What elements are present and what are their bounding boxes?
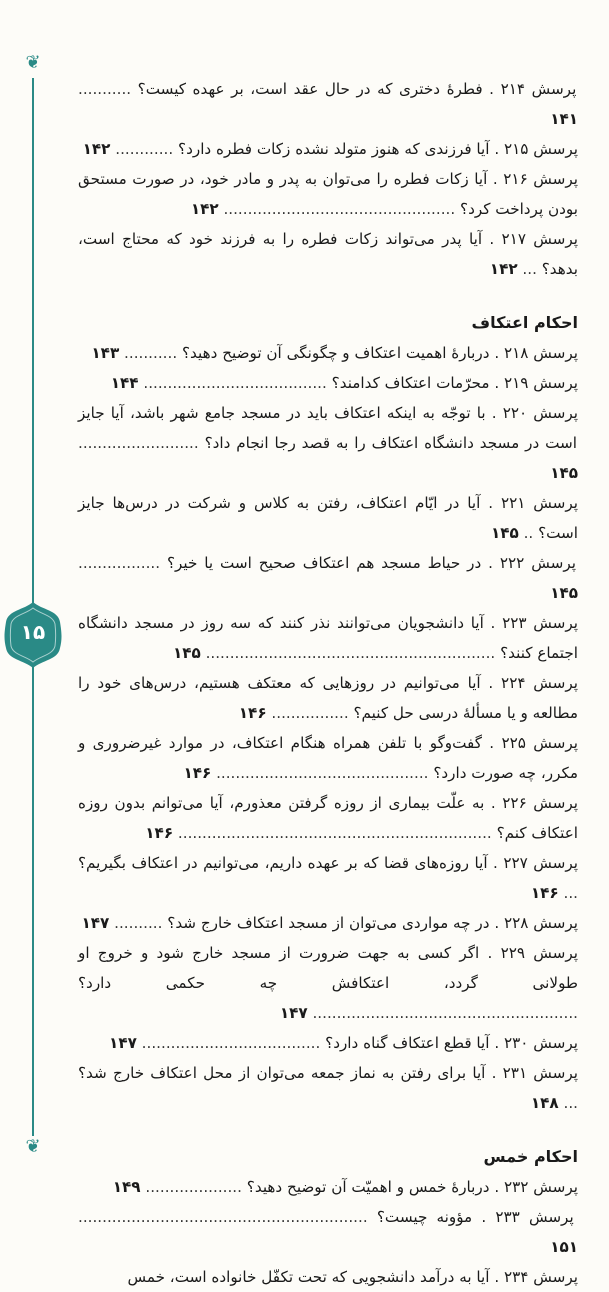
page-ref: ۱۴۹	[112, 1178, 141, 1196]
page-ref: ۱۴۷	[81, 914, 110, 932]
leader-dots: ....................	[140, 1178, 242, 1196]
toc-entry	[78, 398, 578, 488]
toc-entry	[78, 368, 578, 398]
leader-dots: ..........	[109, 914, 163, 932]
question-text: پرسش ۲۲۶ . به علّت بیماری از روزه گرفتن معذورم، آیا می‌توانم بدون روزه اعتکاف کنم؟	[78, 794, 578, 842]
page-ref: ۱۴۳	[91, 344, 120, 362]
question-text: پرسش ۲۱۷ . آیا پدر می‌تواند زکات فطره را به فرزند خود که محتاج است، بدهد؟	[78, 230, 578, 278]
question-text: پرسش ۲۳۳ . مؤونه چیست؟	[376, 1208, 574, 1226]
question-text: پرسش ۲۲۲ . در حیاط مسجد هم اعتکاف صحیح است یا خیر؟	[166, 554, 576, 572]
question-text: پرسش ۲۳۰ . آیا قطع اعتکاف گناه دارد؟	[325, 1034, 578, 1052]
leader-dots: ...	[558, 1094, 578, 1112]
page-ref: ۱۴۵	[550, 584, 578, 602]
question-text: پرسش ۲۲۸ . در چه مواردی می‌توان از مسجد اعتکاف خارج شد؟	[167, 914, 578, 932]
leader-dots: ............................................................	[78, 1208, 368, 1226]
page-ref: ۱۴۵	[550, 464, 578, 482]
page-ref: ۱۴۵	[490, 524, 519, 542]
leader-dots: .................	[78, 554, 161, 572]
page-ref: ۱۴۱	[550, 110, 578, 128]
page-ref: ۱۴۷	[109, 1034, 137, 1052]
question-text: پرسش ۲۱۵ . آیا فرزندی که هنوز متولد نشده زکات فطره دارد؟	[178, 140, 578, 158]
bottom-ornament-icon: ❦	[25, 1136, 41, 1157]
question-text: پرسش ۲۱۹ . محرّمات اعتکاف کدامند؟	[331, 374, 578, 392]
section-heading: احکام خمس	[483, 1147, 578, 1166]
question-text: پرسش ۲۳۱ . آیا برای رفتن به نماز جمعه می‌توان از محل اعتکاف خارج شد؟	[78, 1064, 578, 1082]
page-ref: ۱۴۴	[110, 374, 139, 392]
page-ref: ۱۴۷	[279, 1004, 308, 1022]
question-text: پرسش ۲۲۰ . با توجّه به اینکه اعتکاف باید در مسجد جامع شهر باشد، آیا جایز است در مسجد دانشگاه اعتکاف را به قصد رجا انجام داد؟	[78, 404, 578, 452]
question-text: پرسش ۲۱۸ . دربارهٔ اهمیت اعتکاف و چگونگی آن توضیح دهید؟	[181, 344, 578, 362]
page-ref: ۱۴۶	[145, 824, 174, 842]
leader-dots: ............	[110, 140, 174, 158]
leader-dots: ...	[517, 260, 537, 278]
toc-entry	[78, 488, 578, 548]
question-text: پرسش ۲۲۷ . آیا روزه‌های قضا که بر عهده داریم، می‌توانیم در اعتکاف بگیریم؟	[78, 854, 578, 872]
question-text: پرسش ۲۲۴ . آیا می‌توانیم در روزهایی که معتکف هستیم، درس‌های خود را مطالعه و یا مسألهٔ درسی حل کنیم؟	[78, 674, 578, 722]
leader-dots: .....................................	[136, 1034, 321, 1052]
toc-entry	[78, 788, 578, 848]
toc-entry	[78, 338, 578, 368]
toc-entry	[78, 134, 578, 164]
toc-entry	[78, 908, 578, 938]
question-text: پرسش ۲۲۱ . آیا در ایّام اعتکاف، رفتن به کلاس و شرکت در درس‌ها جایز است؟	[78, 494, 578, 542]
question-text: پرسش ۲۳۴ . آیا به درآمد دانشجویی که تحت تکفّل خانواده است، خمس	[127, 1268, 578, 1286]
page-ref: ۱۴۶	[238, 704, 267, 722]
page-ref: ۱۴۸	[530, 1094, 559, 1112]
page-ref: ۱۴۵	[172, 644, 201, 662]
section-heading: احکام اعتکاف	[471, 313, 578, 332]
question-text: پرسش ۲۲۳ . آیا دانشجویان می‌توانند نذر کنند که سه روز در مسجد دانشگاه اجتماع کنند؟	[78, 614, 578, 662]
leader-dots: ...........	[78, 80, 132, 98]
leader-dots: ................................................	[218, 200, 456, 218]
toc-entry	[78, 608, 578, 668]
page-ref: ۱۴۲	[82, 140, 111, 158]
page-number: ۱۵	[20, 620, 46, 644]
leader-dots: ............................................................	[200, 644, 496, 662]
page-ref: ۱۵۱	[550, 1238, 578, 1256]
leader-dots: ..	[518, 524, 534, 542]
leader-dots: .........................	[78, 434, 199, 452]
toc-entry	[78, 1172, 578, 1202]
question-text: پرسش ۲۱۶ . آیا زکات فطره را می‌توان به پدر و مادر خود، در صورت مستحق بودن پرداخت کرد؟	[78, 170, 579, 218]
toc-entry	[78, 848, 578, 908]
question-text: پرسش ۲۲۹ . اگر کسی به جهت ضرورت از مسجد خارج شود و خروج او طولانی گردد، اعتکافش چه حکمی دارد؟	[78, 944, 578, 992]
leader-dots: ............................................	[211, 764, 429, 782]
toc-entry	[78, 1202, 578, 1262]
leader-dots: .................................................................	[173, 824, 492, 842]
question-text: پرسش ۲۳۲ . دربارهٔ خمس و اهمیّت آن توضیح دهید؟	[246, 1178, 578, 1196]
page-ref: ۱۴۶	[530, 884, 559, 902]
leader-dots: ...........	[119, 344, 178, 362]
leader-dots: ...	[558, 884, 578, 902]
question-text: پرسش ۲۲۵ . گفت‌وگو با تلفن همراه هنگام اعتکاف، در موارد غیرضروری و مکرر، چه صورت دارد؟	[78, 734, 579, 782]
top-ornament-icon: ❦	[25, 52, 41, 73]
toc-entry	[78, 668, 578, 728]
leader-dots: ......................................	[138, 374, 327, 392]
page-ref: ۱۴۶	[183, 764, 212, 782]
toc-entry	[78, 1058, 578, 1118]
leader-dots: .......................................................	[307, 1004, 578, 1022]
toc-entry	[78, 1262, 578, 1292]
toc-entry	[78, 938, 578, 1028]
toc-entry	[78, 548, 578, 608]
page-ref: ۱۴۲	[190, 200, 219, 218]
leader-dots: ................	[266, 704, 349, 722]
page-number-badge	[4, 600, 62, 670]
page-ref: ۱۴۲	[489, 260, 518, 278]
toc-entry	[78, 728, 578, 788]
question-text: پرسش ۲۱۴ . فطرهٔ دختری که در حال عقد است، بر عهده کیست؟	[137, 80, 577, 98]
toc-entry	[78, 1028, 578, 1058]
toc-entry	[78, 164, 578, 224]
toc-entry	[78, 74, 578, 134]
toc-entry	[78, 224, 578, 284]
toc-column	[78, 74, 578, 1292]
